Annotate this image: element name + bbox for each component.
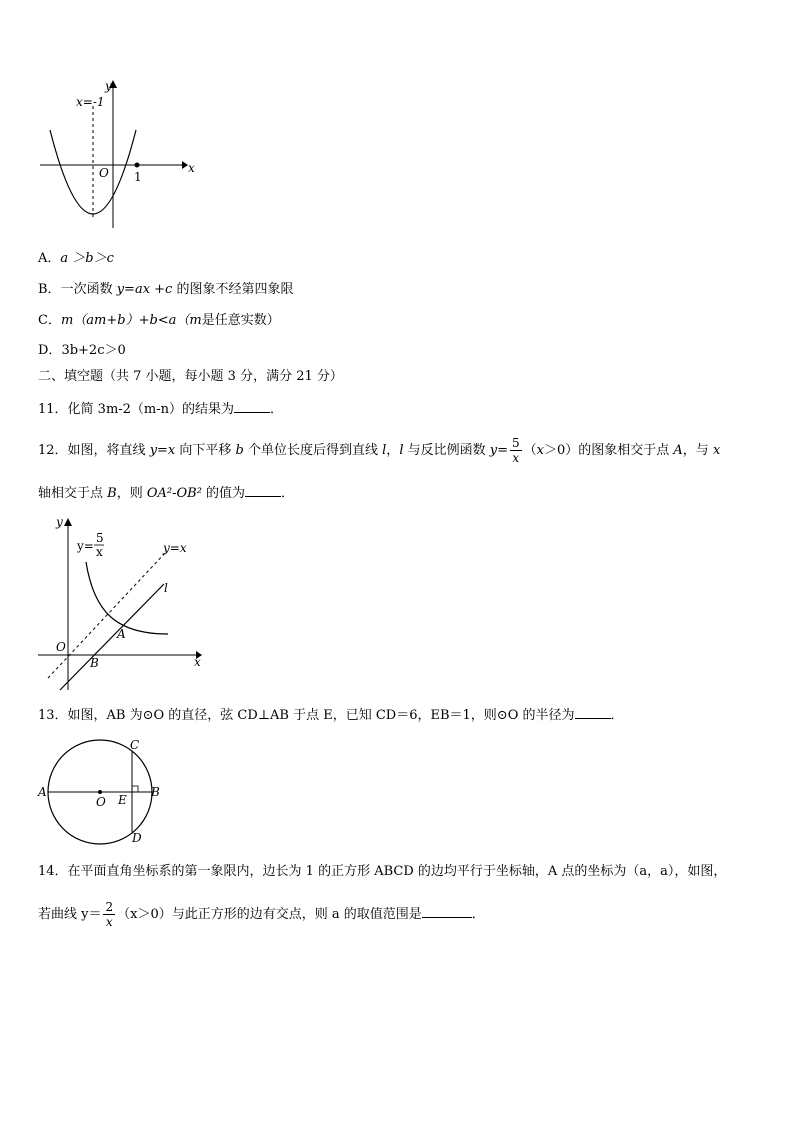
q12-l1a: 12．如图，将直线	[38, 443, 150, 458]
q14-answer-blank[interactable]	[422, 905, 472, 918]
q12-l1f: l	[382, 443, 387, 458]
q12-frac-num: 5	[512, 436, 520, 450]
curve-num: 5	[96, 531, 104, 545]
origin-label: O	[99, 166, 109, 180]
b-label: B	[151, 785, 160, 799]
x-label: x	[194, 655, 201, 669]
q12-l1g: ，	[386, 443, 400, 458]
line-y-equals-x	[48, 552, 166, 678]
option-d-text: 3b+2c＞0	[61, 343, 126, 358]
question-14-line1	[38, 863, 726, 881]
q13-text: 13．如图，AB 为⊙O 的直径，弦 CD⊥AB 于点 E，已知 CD＝6，EB＝1，则⊙O 的半径为	[38, 708, 575, 723]
x-eq-label: x=-1	[76, 95, 105, 109]
yx-label: y=x	[163, 541, 187, 555]
q12-l1b: y=x	[149, 443, 176, 458]
option-c-key: C．	[38, 313, 61, 328]
option-c-expr: m（am+b）+b<a（m	[60, 313, 202, 328]
q12-l1i: 与反比例函数	[403, 443, 490, 458]
option-b-expr: y=ax +c	[116, 282, 173, 297]
q12-frac-den: x	[512, 451, 520, 465]
q14-line1: 14．在平面直角坐标系的第一象限内，边长为 1 的正方形 ABCD 的边均平行于坐标轴，A 点的坐标为（a，a），如图，	[38, 864, 727, 879]
section-title-text: 二、填空题（共 7 小题，每小题 3 分，满分 21 分）	[38, 369, 343, 384]
hyperbola-curve	[86, 562, 168, 634]
option-b-key: B．	[38, 282, 61, 297]
right-angle-mark	[132, 786, 138, 792]
question-12-line2	[38, 484, 294, 503]
curve-label: y=	[77, 539, 94, 553]
a-label: A	[38, 785, 47, 799]
question-11	[38, 400, 283, 419]
center-point	[98, 790, 102, 794]
q14-frac-num: 2	[105, 900, 114, 914]
l-label: l	[164, 581, 168, 595]
q12-l1o: ，与	[682, 443, 713, 458]
curve-den: x	[96, 545, 103, 559]
c-label: C	[130, 738, 140, 752]
y-label: y	[56, 515, 63, 529]
o-label: O	[96, 795, 106, 809]
q12-end: ．	[281, 486, 295, 501]
option-b-pre: 一次函数	[60, 282, 117, 297]
option-d	[38, 342, 126, 360]
q14-end: ．	[471, 907, 485, 922]
origin-label: O	[56, 640, 66, 654]
q12-l1d: b	[235, 443, 244, 458]
q12-l1m: ＞0）的图象相交于点	[544, 443, 674, 458]
y-axis-arrow	[64, 518, 72, 526]
option-a-key: A．	[38, 251, 61, 266]
option-b-post: 的图象不经第四象限	[172, 282, 294, 297]
q12-l1c: 向下平移	[175, 443, 236, 458]
d-label: D	[132, 831, 142, 845]
question-12-line1	[38, 436, 720, 465]
q12-l1l: x	[536, 443, 544, 458]
q12-l2b: B	[107, 486, 117, 501]
q12-l2d: OA²-OB²	[146, 486, 202, 501]
option-c-post: 是任意实数）	[201, 313, 280, 328]
b-label: B	[90, 656, 99, 670]
q12-fraction	[510, 436, 522, 465]
q12-l1j: y=	[489, 443, 508, 458]
line-l	[60, 584, 164, 690]
q12-l1p: x	[712, 443, 721, 458]
option-a-text: a ＞b＞c	[60, 251, 114, 266]
e-label: E	[118, 793, 127, 807]
q13-answer-blank[interactable]	[575, 706, 611, 719]
point-one	[135, 163, 140, 168]
q12-l2a: 轴相交于点	[38, 486, 108, 501]
one-label: 1	[134, 170, 142, 184]
hyperbola-figure	[36, 512, 216, 694]
q12-l2e: 的值为	[201, 486, 246, 501]
question-13	[38, 706, 624, 725]
q12-l1e: 个单位长度后得到直线	[243, 443, 383, 458]
q11-end: ．	[270, 402, 284, 417]
x-label: x	[188, 161, 195, 175]
a-label: A	[117, 627, 126, 641]
q14-line2b: （x＞0）与此正方形的边有交点，则 a 的取值范围是	[117, 907, 422, 922]
q12-answer-blank[interactable]	[245, 484, 281, 497]
question-14-line2	[38, 900, 485, 929]
q14-line2a: 若曲线 y＝	[38, 907, 102, 922]
option-d-key: D．	[38, 343, 62, 358]
option-c	[38, 312, 280, 330]
section-title	[38, 368, 343, 386]
q14-frac-den: x	[105, 915, 113, 929]
q13-end: ．	[610, 708, 624, 723]
option-a	[38, 250, 114, 268]
q12-l1h: l	[399, 443, 404, 458]
parabola-figure	[36, 78, 206, 238]
q12-l1k: （	[523, 443, 537, 458]
q12-l1n: A	[673, 443, 683, 458]
q11-text: 11．化简 3m-2（m-n）的结果为	[38, 402, 235, 417]
y-label: y	[105, 79, 112, 93]
circle-figure	[36, 736, 166, 848]
q12-l2c: ，则	[116, 486, 147, 501]
q11-answer-blank[interactable]	[234, 400, 270, 413]
q14-fraction	[103, 900, 115, 929]
option-b	[38, 281, 293, 299]
